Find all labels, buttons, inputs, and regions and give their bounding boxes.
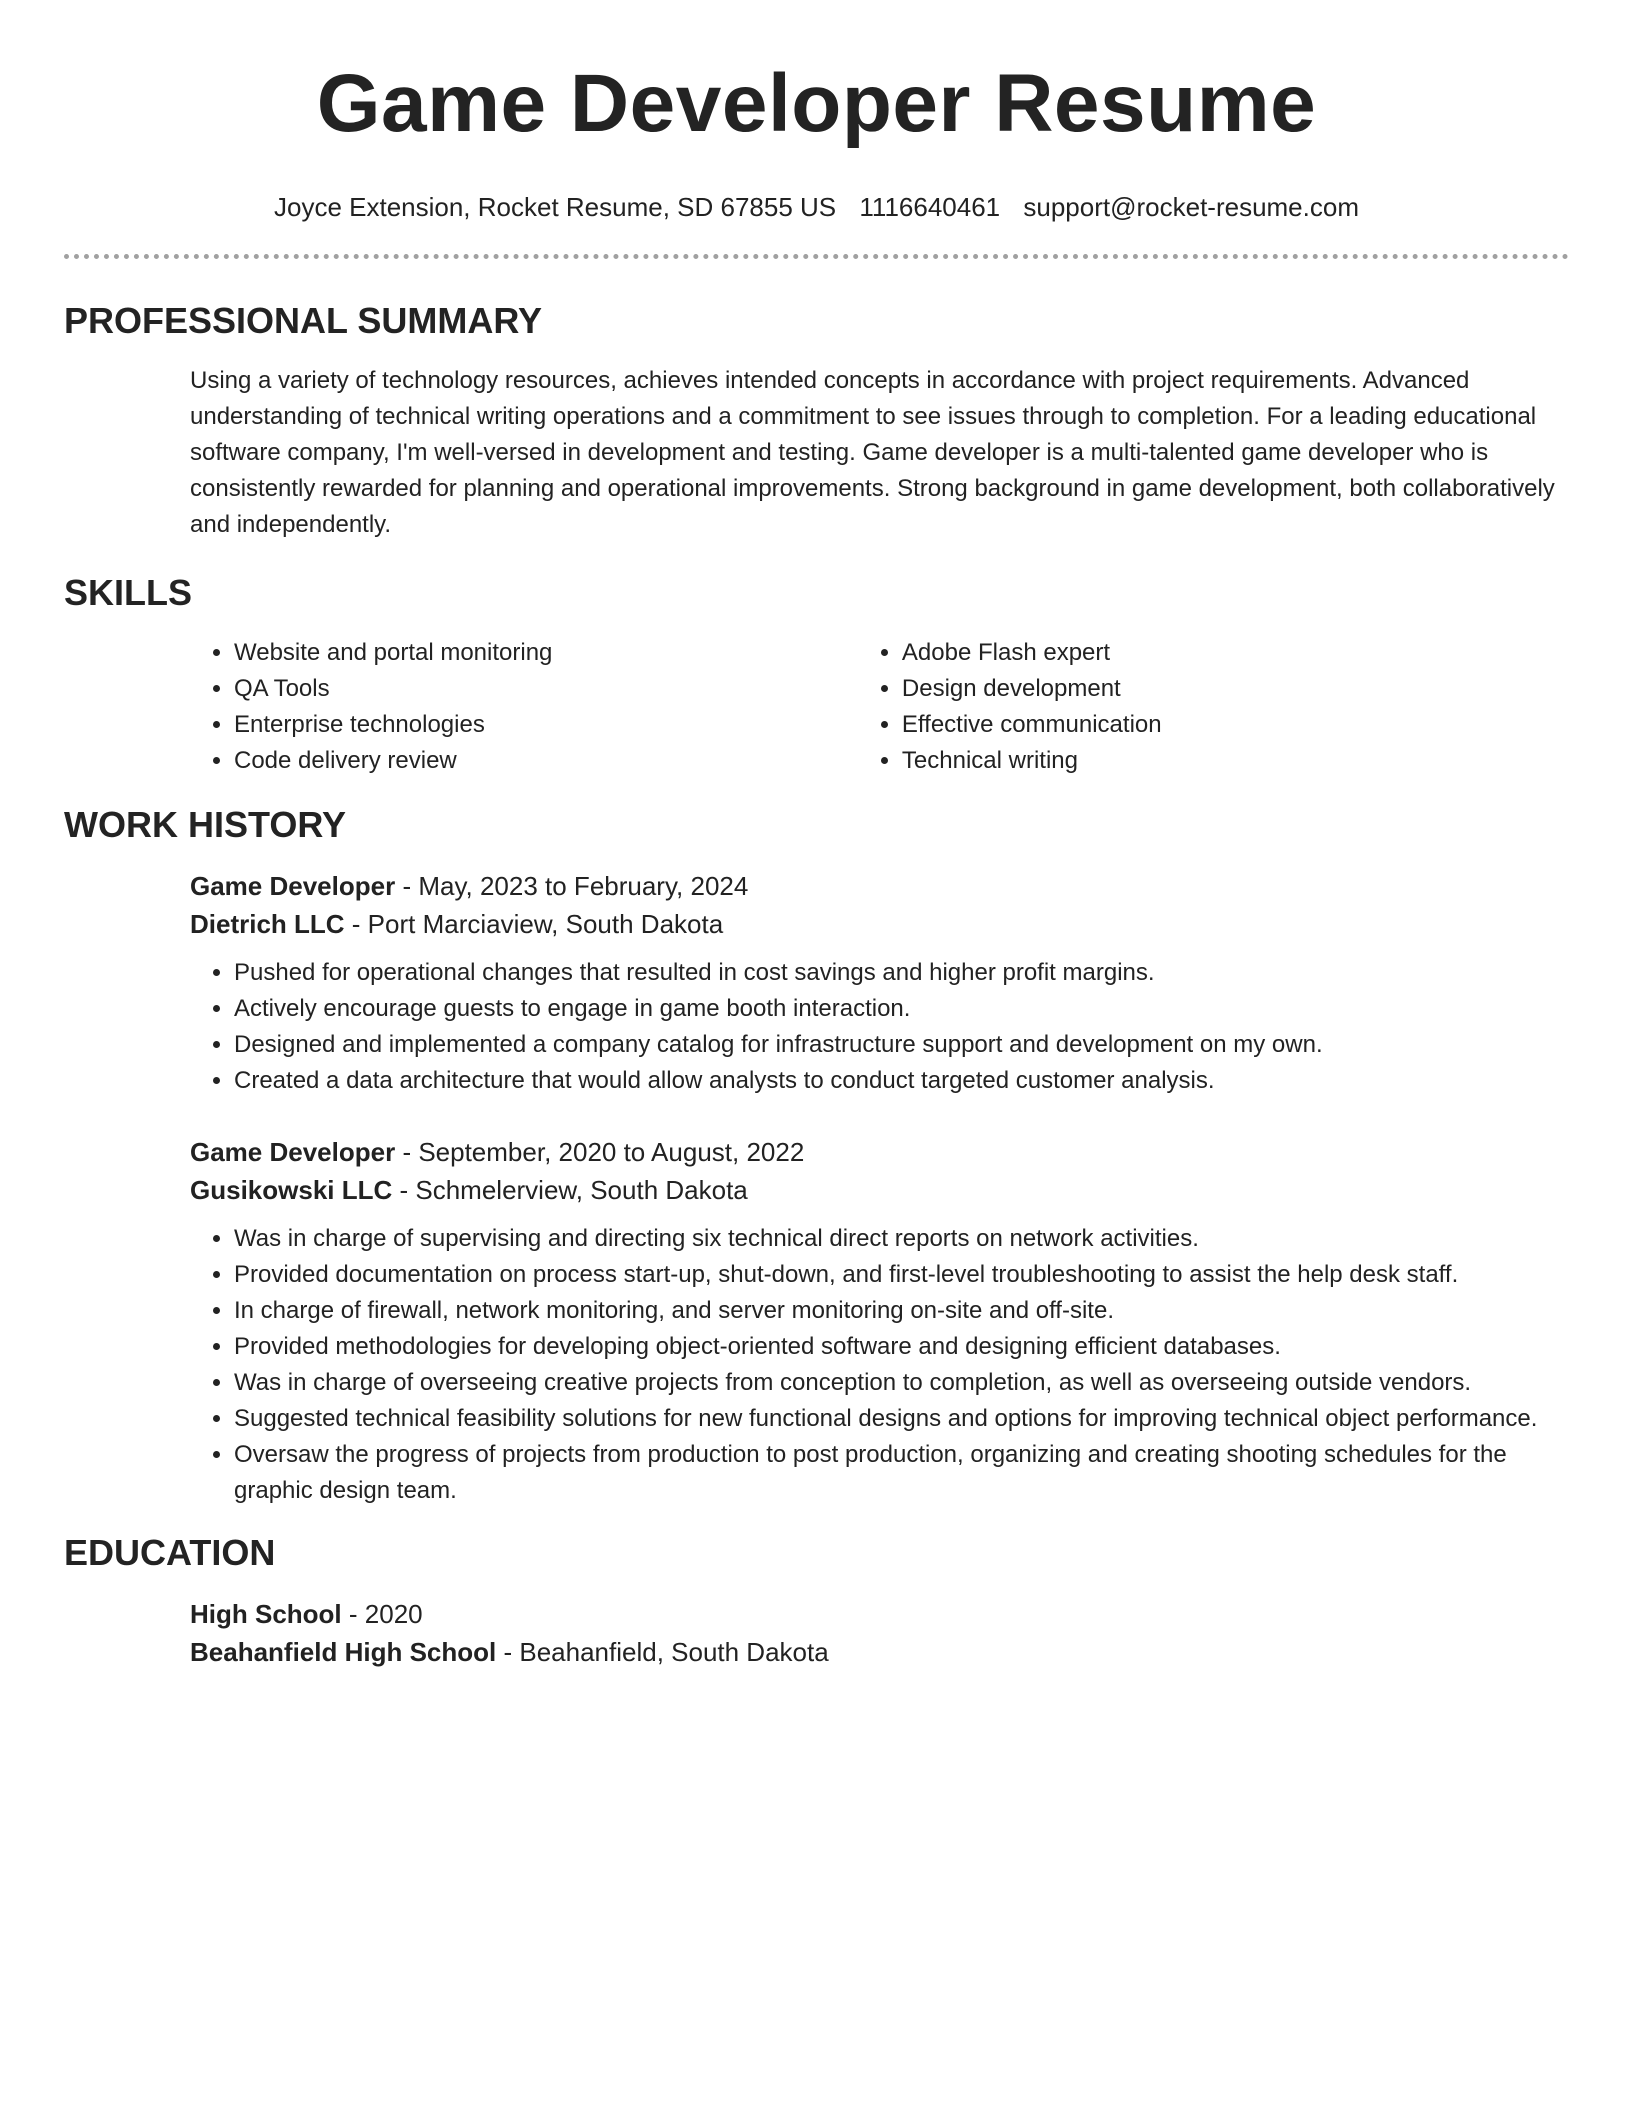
skill-item: • Adobe Flash expert [902, 635, 1569, 671]
skill-item: • Design development [902, 671, 1569, 707]
job-role: Game Developer [190, 1137, 396, 1167]
job-location: - Schmelerview, South Dakota [392, 1175, 748, 1205]
job-bullet: • Was in charge of overseeing creative projects from conception to completion, as well as overseeing outside vendors. [234, 1365, 1569, 1401]
skills-column-left [190, 635, 858, 779]
skill-item: • Code delivery review [234, 743, 858, 779]
job-company: Dietrich LLC [190, 909, 345, 939]
resume-page [64, 0, 1569, 1671]
education-degree-line [190, 1595, 1569, 1633]
job-title-line [190, 1133, 1569, 1171]
job-dates: - September, 2020 to August, 2022 [395, 1137, 805, 1167]
section-title-education: EDUCATION [64, 1532, 276, 1573]
job-bullet: • Created a data architecture that would allow analysts to conduct targeted customer analysis. [234, 1063, 1569, 1099]
education-location: - Beahanfield, South Dakota [496, 1637, 829, 1667]
job-bullet: • Suggested technical feasibility solutions for new functional designs and options for improving technical object performance. [234, 1401, 1569, 1437]
skill-item: • QA Tools [234, 671, 858, 707]
skill-item: • Effective communication [902, 707, 1569, 743]
education-school: Beahanfield High School [190, 1637, 497, 1667]
job-company-line [190, 905, 1569, 943]
education-year: - 2020 [341, 1599, 423, 1629]
job-bullet: • Pushed for operational changes that resulted in cost savings and higher profit margins. [234, 955, 1569, 991]
skills-list [190, 635, 1569, 779]
contact-email[interactable]: support@rocket-resume.com [1023, 192, 1359, 222]
skill-item: • Technical writing [902, 743, 1569, 779]
contact-line [64, 190, 1569, 224]
job-bullet: • Was in charge of supervising and directing six technical direct reports on network activities. [234, 1221, 1569, 1257]
section-title-work-history: WORK HISTORY [64, 804, 347, 845]
summary-text: Using a variety of technology resources, achieves intended concepts in accordance with project requirements. Advanced understanding of technical writing operations and a commitment to see issues through to completion. For a leading educational software company, I'm well-versed in development and testing. Game developer is a multi-talented game developer who is consistently rewarded for planning and operational improvements. Strong background in game development, both collaboratively and independently. [190, 367, 1555, 538]
education-degree: High School [190, 1599, 342, 1629]
job-bullet: • Actively encourage guests to engage in game booth interaction. [234, 991, 1569, 1027]
job-company-line [190, 1171, 1569, 1209]
skill-item: • Enterprise technologies [234, 707, 858, 743]
job-bullet: • Designed and implemented a company catalog for infrastructure support and development on my own. [234, 1027, 1569, 1063]
section-title-summary: PROFESSIONAL SUMMARY [64, 300, 543, 341]
job-dates: - May, 2023 to February, 2024 [395, 871, 749, 901]
education-school-line [190, 1633, 1569, 1671]
job-entry [190, 867, 1569, 1099]
job-entry [190, 1133, 1569, 1509]
job-company: Gusikowski LLC [190, 1175, 393, 1205]
header-divider [64, 254, 1569, 259]
job-bullets [190, 955, 1569, 1099]
job-bullet: • Oversaw the progress of projects from production to post production, organizing and creating shooting schedules for the graphic design team. [234, 1437, 1569, 1509]
contact-address: Joyce Extension, Rocket Resume, SD 67855 US [273, 192, 837, 222]
contact-phone: 1116640461 [859, 192, 1001, 222]
education-entry [190, 1595, 1569, 1671]
resume-title: Game Developer Resume [316, 58, 1317, 149]
job-bullets [190, 1221, 1569, 1509]
section-title-skills: SKILLS [64, 572, 193, 613]
job-bullet: • Provided documentation on process start-up, shut-down, and first-level troubleshooting to assist the help desk staff. [234, 1257, 1569, 1293]
job-role: Game Developer [190, 871, 396, 901]
job-bullet: • In charge of firewall, network monitoring, and server monitoring on-site and off-site. [234, 1293, 1569, 1329]
job-location: - Port Marciaview, South Dakota [344, 909, 724, 939]
job-bullet: • Provided methodologies for developing object-oriented software and designing efficient databases. [234, 1329, 1569, 1365]
skills-column-right [858, 635, 1569, 779]
job-title-line [190, 867, 1569, 905]
skill-item: • Website and portal monitoring [234, 635, 858, 671]
